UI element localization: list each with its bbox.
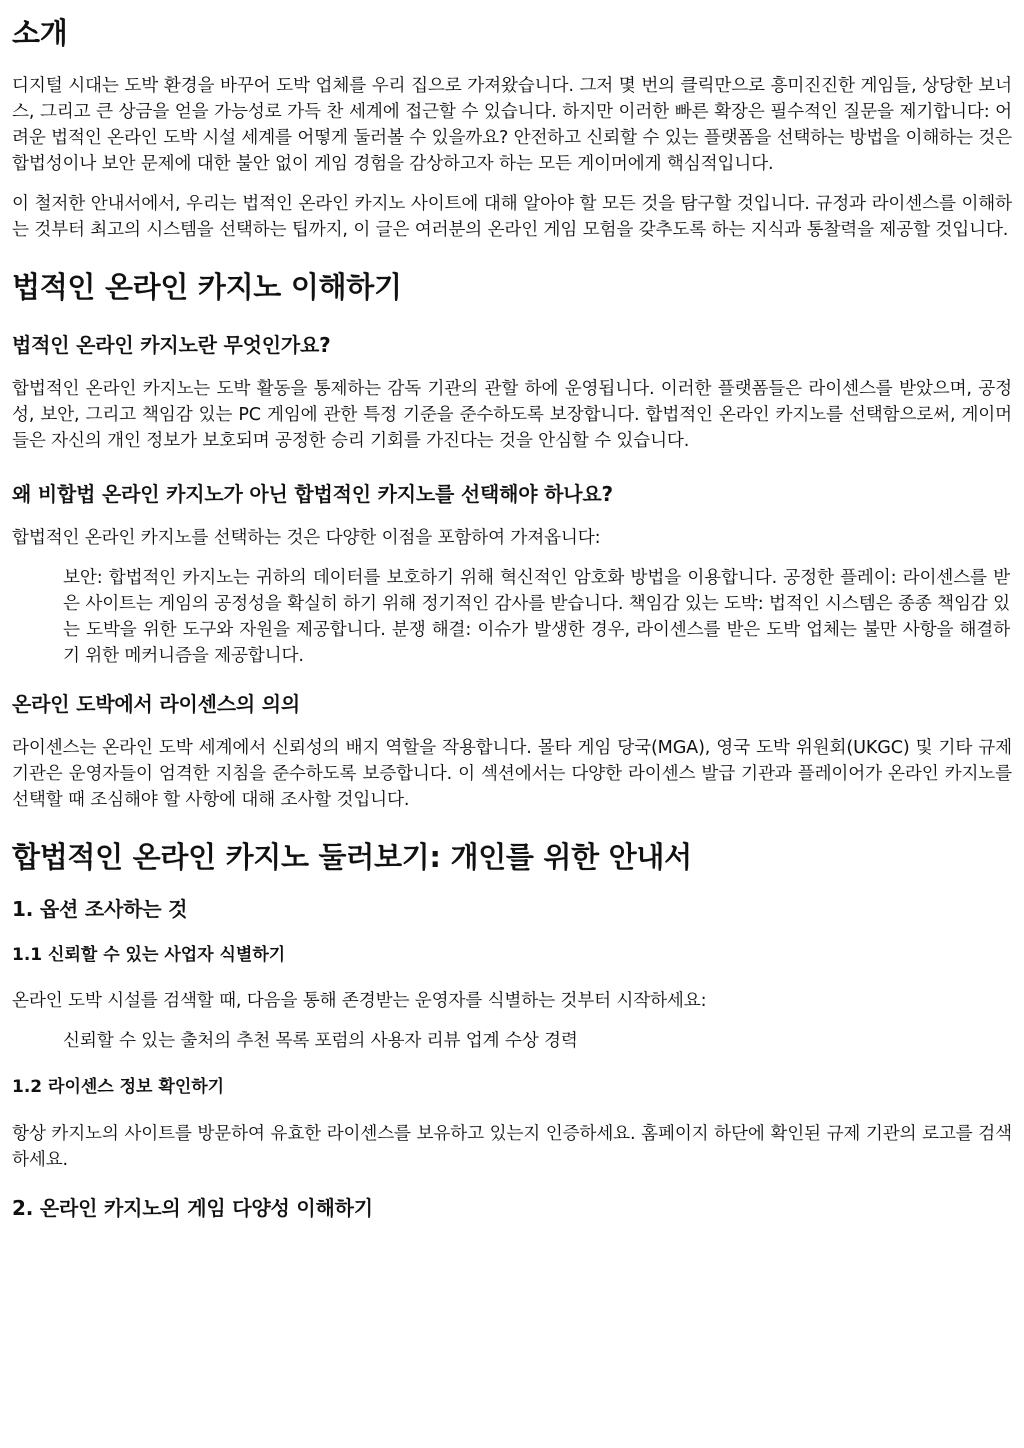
- section-1-2-heading: 1.2 라이센스 정보 확인하기: [12, 1077, 225, 1098]
- section-1-2-paragraph: 항상 카지노의 사이트를 방문하여 유효한 라이센스를 보유하고 있는지 인증하세요. 홈페이지 하단에 확인된 규제 기관의 로고를 검색하세요.: [12, 1123, 1012, 1170]
- step1-heading: 1. 옵션 조사하는 것: [12, 897, 188, 922]
- why-legal-casino-paragraph: 합법적인 온라인 카지노를 선택하는 것은 다양한 이점을 포함하여 가져옵니다:: [12, 527, 601, 548]
- section-1-1-quote: 신뢰할 수 있는 출처의 추천 목록 포럼의 사용자 리뷰 업계 수상 경력: [63, 1031, 578, 1052]
- intro-heading: 소개: [12, 16, 68, 50]
- step2-heading: 2. 온라인 카지노의 게임 다양성 이해하기: [12, 1195, 373, 1220]
- what-is-legal-casino-heading: 법적인 온라인 카지노란 무엇인가요?: [12, 332, 331, 357]
- intro-paragraph-1: 디지털 시대는 도박 환경을 바꾸어 도박 업체를 우리 집으로 가져왔습니다. 그저 몇 번의 클릭만으로 흥미진진한 게임들, 상당한 보너스, 그리고 큰 상금을 얻을 가능성로 가득 찬 세계에 접근할 수 있습니다. 하지만 이러한 빠른 확장은 필수적인 질문을 제기합니다: 어려운 법적인 온라인 도박 시설 세계를 어떻게 둘러볼 수 있을까요? 안전하고 신뢰할 수 있는 플랫폼을 선택하는 방법을 이해하는 것은 합법성이나 보안 문제에 대한 불안 없이 게임 경험을 감상하고자 하는 모든 게이머에게 핵심적입니다.: [12, 75, 1012, 174]
- section-1-1-heading: 1.1 신뢰할 수 있는 사업자 식별하기: [12, 945, 286, 966]
- what-is-legal-casino-paragraph: 합법적인 온라인 카지노는 도박 활동을 통제하는 감독 기관의 관할 하에 운영됩니다. 이러한 플랫폼들은 라이센스를 받았으며, 공정성, 보안, 그리고 책임감 있는 PC 게임에 관한 특정 기준을 준수하도록 보장합니다. 합법적인 온라인 카지노를 선택함으로써, 게이머들은 자신의 개인 정보가 보호되며 공정한 승리 기회를 가진다는 것을 안심할 수 있습니다.: [12, 378, 1012, 451]
- license-significance-heading: 온라인 도박에서 라이센스의 의의: [12, 691, 300, 716]
- section-1-1-paragraph: 온라인 도박 시설를 검색할 때, 다음을 통해 존경받는 운영자를 식별하는 것부터 시작하세요:: [12, 991, 707, 1012]
- benefits-quote: 보안: 합법적인 카지노는 귀하의 데이터를 보호하기 위해 혁신적인 암호화 방법을 이용합니다. 공정한 플레이: 라이센스를 받은 사이트는 게임의 공정성을 확실히 하기 위해 정기적인 감사를 받습니다. 책임감 있는 도박: 법적인 시스템은 종종 책임감 있는 도박을 위한 도구와 자원을 제공합니다. 분쟁 해결: 이슈가 발생한 경우, 라이센스를 받은 도박 업체는 불만 사항을 해결하기 위한 메커니즘을 제공합니다.: [63, 567, 1010, 666]
- license-significance-paragraph: 라이센스는 온라인 도박 세계에서 신뢰성의 배지 역할을 작용합니다. 몰타 게임 당국(MGA), 영국 도박 위원회(UKGC) 및 기타 규제 기관은 운영자들이 엄격한 지침을 준수하도록 보증합니다. 이 섹션에서는 다양한 라이센스 발급 기관과 플레이어가 온라인 카지노를 선택할 때 조심해야 할 사항에 대해 조사할 것입니다.: [12, 737, 1012, 810]
- intro-paragraph-2: 이 철저한 안내서에서, 우리는 법적인 온라인 카지노 사이트에 대해 알아야 할 모든 것을 탐구할 것입니다. 규정과 라이센스를 이해하는 것부터 최고의 시스템을 선택하는 팁까지, 이 글은 여러분의 온라인 게임 모험을 갖추도록 하는 지식과 통찰력을 제공할 것입니다.: [12, 193, 1012, 240]
- why-legal-casino-heading: 왜 비합법 온라인 카지노가 아닌 합법적인 카지노를 선택해야 하나요?: [12, 481, 613, 506]
- understanding-heading: 법적인 온라인 카지노 이해하기: [12, 269, 402, 304]
- guide-heading: 합법적인 온라인 카지노 둘러보기: 개인를 위한 안내서: [12, 839, 692, 874]
